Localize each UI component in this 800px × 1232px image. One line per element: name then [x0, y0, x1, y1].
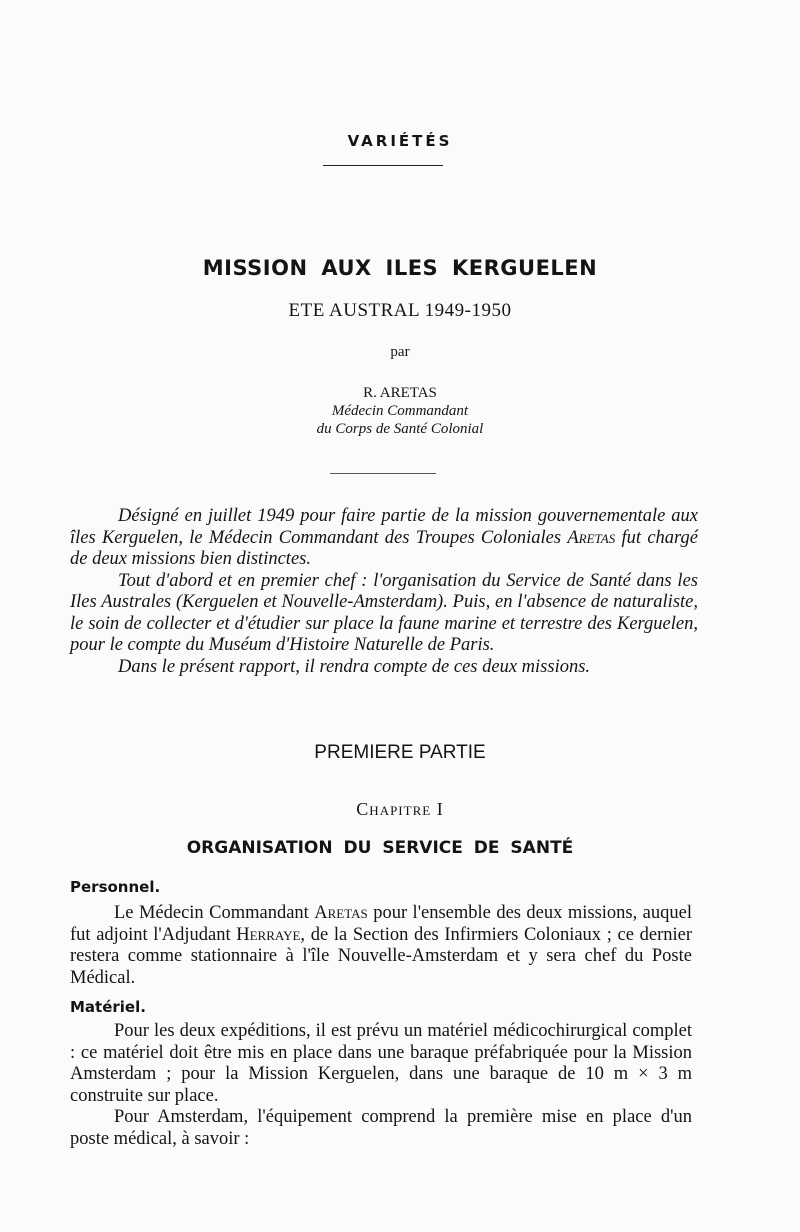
personnel-text	[70, 903, 692, 989]
part-heading: PREMIERE PARTIE	[314, 742, 486, 763]
person-name: Herraye	[236, 924, 301, 945]
divider-rule	[323, 165, 443, 166]
person-name: Aretas	[567, 527, 616, 548]
chapter-title: ORGANISATION DU SERVICE DE SANTÉ	[186, 838, 574, 858]
subheading-personnel: Personnel.	[70, 878, 161, 896]
intro-paragraph	[70, 506, 698, 571]
author-name: R. ARETAS	[363, 385, 437, 401]
author-role: Médecin Commandant	[331, 403, 469, 419]
article-title: MISSION AUX ILES KERGUELEN	[202, 256, 598, 280]
subheading-materiel: Matériel.	[70, 998, 146, 1016]
intro-text	[70, 506, 698, 678]
materiel-text	[70, 1021, 692, 1150]
intro-paragraph: Dans le présent rapport, il rendra compte de ces deux missions.	[118, 656, 591, 677]
author-corps: du Corps de Santé Colonial	[316, 421, 484, 437]
text-span: , de la Section des Infirmiers Coloniaux ; ce dernier restera comme stationnaire à l'île Nouvelle-Amsterdam et y sera chef du Poste Médical.	[70, 924, 692, 988]
intro-paragraph: Tout d'abord et en premier chef : l'organisation du Service de Santé dans les Iles Australes (Kerguelen et Nouvelle-Amsterdam). Puis, en l'absence de naturaliste, le soin de collecter et d'étudier sur place la faune marine et terrestre des Kerguelen, pour le compte du Muséum d'Histoire Naturelle de Paris.	[70, 570, 698, 655]
article-subtitle: ETE AUSTRAL 1949-1950	[288, 300, 512, 321]
divider-rule	[330, 473, 436, 474]
body-paragraph	[70, 903, 692, 989]
text-span: Désigné en juillet 1949 pour faire partie de la mission gouvernementale aux îles Kerguelen, le Médecin Commandant des Troupes Coloniales	[70, 506, 698, 548]
byline-par: par	[390, 344, 410, 360]
section-label: VARIÉTÉS	[347, 132, 453, 150]
chapter-heading: Chapitre I	[356, 799, 444, 819]
text-span: pour l'ensemble des deux missions, auquel fut adjoint l'Adjudant	[70, 903, 692, 945]
text-span: fut chargé de deux missions bien distinctes.	[70, 527, 699, 569]
body-paragraph: Pour les deux expéditions, il est prévu un matériel médicochirurgical complet : ce matériel doit être mis en place dans une baraque préfabriquée pour la Mission Amsterdam ; pour la Mission Kerguelen, dans une baraque de 10 m × 3 m construite sur place.	[70, 1021, 692, 1106]
person-name: Aretas	[314, 903, 368, 923]
text-span: Le Médecin Commandant	[114, 903, 315, 923]
body-paragraph: Pour Amsterdam, l'équipement comprend la première mise en place d'un poste médical, à savoir :	[70, 1107, 692, 1149]
